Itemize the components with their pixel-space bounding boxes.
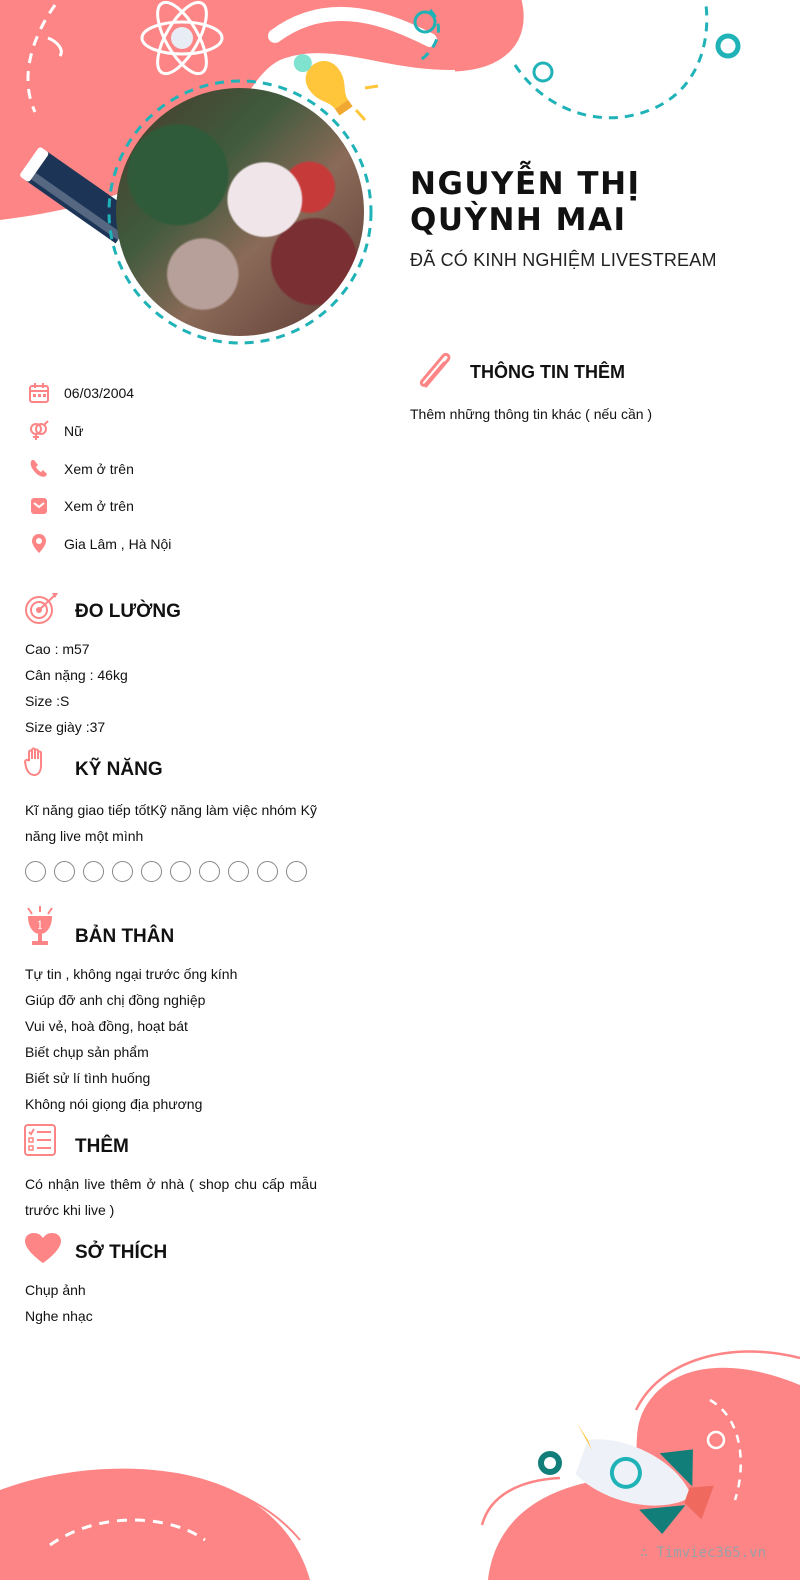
rating-dot: [83, 861, 104, 882]
skills-title: KỸ NĂNG: [75, 759, 163, 780]
skill-rating: [25, 861, 307, 882]
self-item: Không nói giọng địa phương: [25, 1096, 203, 1112]
extra-info-text: Thêm những thông tin khác ( nếu cần ): [410, 406, 653, 422]
candidate-name: NGUYỄN THỊ QUỲNH MAI: [410, 166, 641, 238]
extra-info-title: THÔNG TIN THÊM: [470, 362, 625, 382]
watermark: ∴ Timviec365.vn: [639, 1545, 766, 1561]
measurements-title: ĐO LƯỜNG: [75, 601, 181, 622]
hand-icon: [24, 747, 50, 779]
gender-icon: [28, 420, 50, 442]
skills-text: Kĩ năng giao tiếp tốtKỹ năng làm việc nhóm Kỹ năng live một mình: [25, 802, 317, 844]
trophy-icon: [24, 906, 60, 948]
self-item: Tự tin , không ngại trước ống kính: [25, 966, 238, 982]
rating-dot: [112, 861, 133, 882]
self-item: Vui vẻ, hoà đồng, hoạt bát: [25, 1018, 188, 1034]
measurement-size: Size :S: [25, 693, 70, 709]
calendar-icon: [28, 382, 50, 404]
rating-dot: [54, 861, 75, 882]
self-title: BẢN THÂN: [75, 926, 175, 947]
location-pin-icon: [28, 533, 50, 555]
email-icon: [28, 495, 50, 517]
measurement-height: Cao : m57: [25, 641, 90, 657]
more-title: THÊM: [75, 1136, 129, 1157]
self-item: Biết chụp sản phẩm: [25, 1044, 149, 1060]
email-value: Xem ở trên: [64, 498, 134, 514]
gender-value: Nữ: [64, 423, 84, 439]
measurement-shoe-size: Size giày :37: [25, 719, 106, 735]
rating-dot: [228, 861, 249, 882]
phone-value: Xem ở trên: [64, 461, 134, 477]
rating-dot: [141, 861, 162, 882]
rating-dot: [25, 861, 46, 882]
rating-dot: [286, 861, 307, 882]
self-item: Biết sử lí tình huống: [25, 1070, 151, 1086]
checklist-icon: [24, 1124, 56, 1156]
address-value: Gia Lâm , Hà Nội: [64, 536, 172, 552]
phone-icon: [28, 458, 50, 480]
birthday-value: 06/03/2004: [64, 385, 135, 401]
hobbies-title: SỞ THÍCH: [75, 1242, 168, 1263]
rating-dot: [170, 861, 191, 882]
heart-icon: [24, 1232, 62, 1264]
hobby-item: Nghe nhạc: [25, 1308, 93, 1324]
avatar: [116, 88, 364, 336]
rating-dot: [199, 861, 220, 882]
paperclip-icon: [414, 352, 456, 392]
candidate-subtitle: ĐÃ CÓ KINH NGHIỆM LIVESTREAM: [410, 250, 717, 270]
self-item: Giúp đỡ anh chị đồng nghiệp: [25, 992, 206, 1008]
svg-text:1: 1: [36, 919, 44, 932]
more-text: Có nhận live thêm ở nhà ( shop chu cấp mẫu trước khi live ): [25, 1176, 317, 1218]
hobby-item: Chụp ảnh: [25, 1282, 86, 1298]
measurement-weight: Cân nặng : 46kg: [25, 667, 128, 683]
rating-dot: [257, 861, 278, 882]
target-icon: [24, 592, 60, 626]
